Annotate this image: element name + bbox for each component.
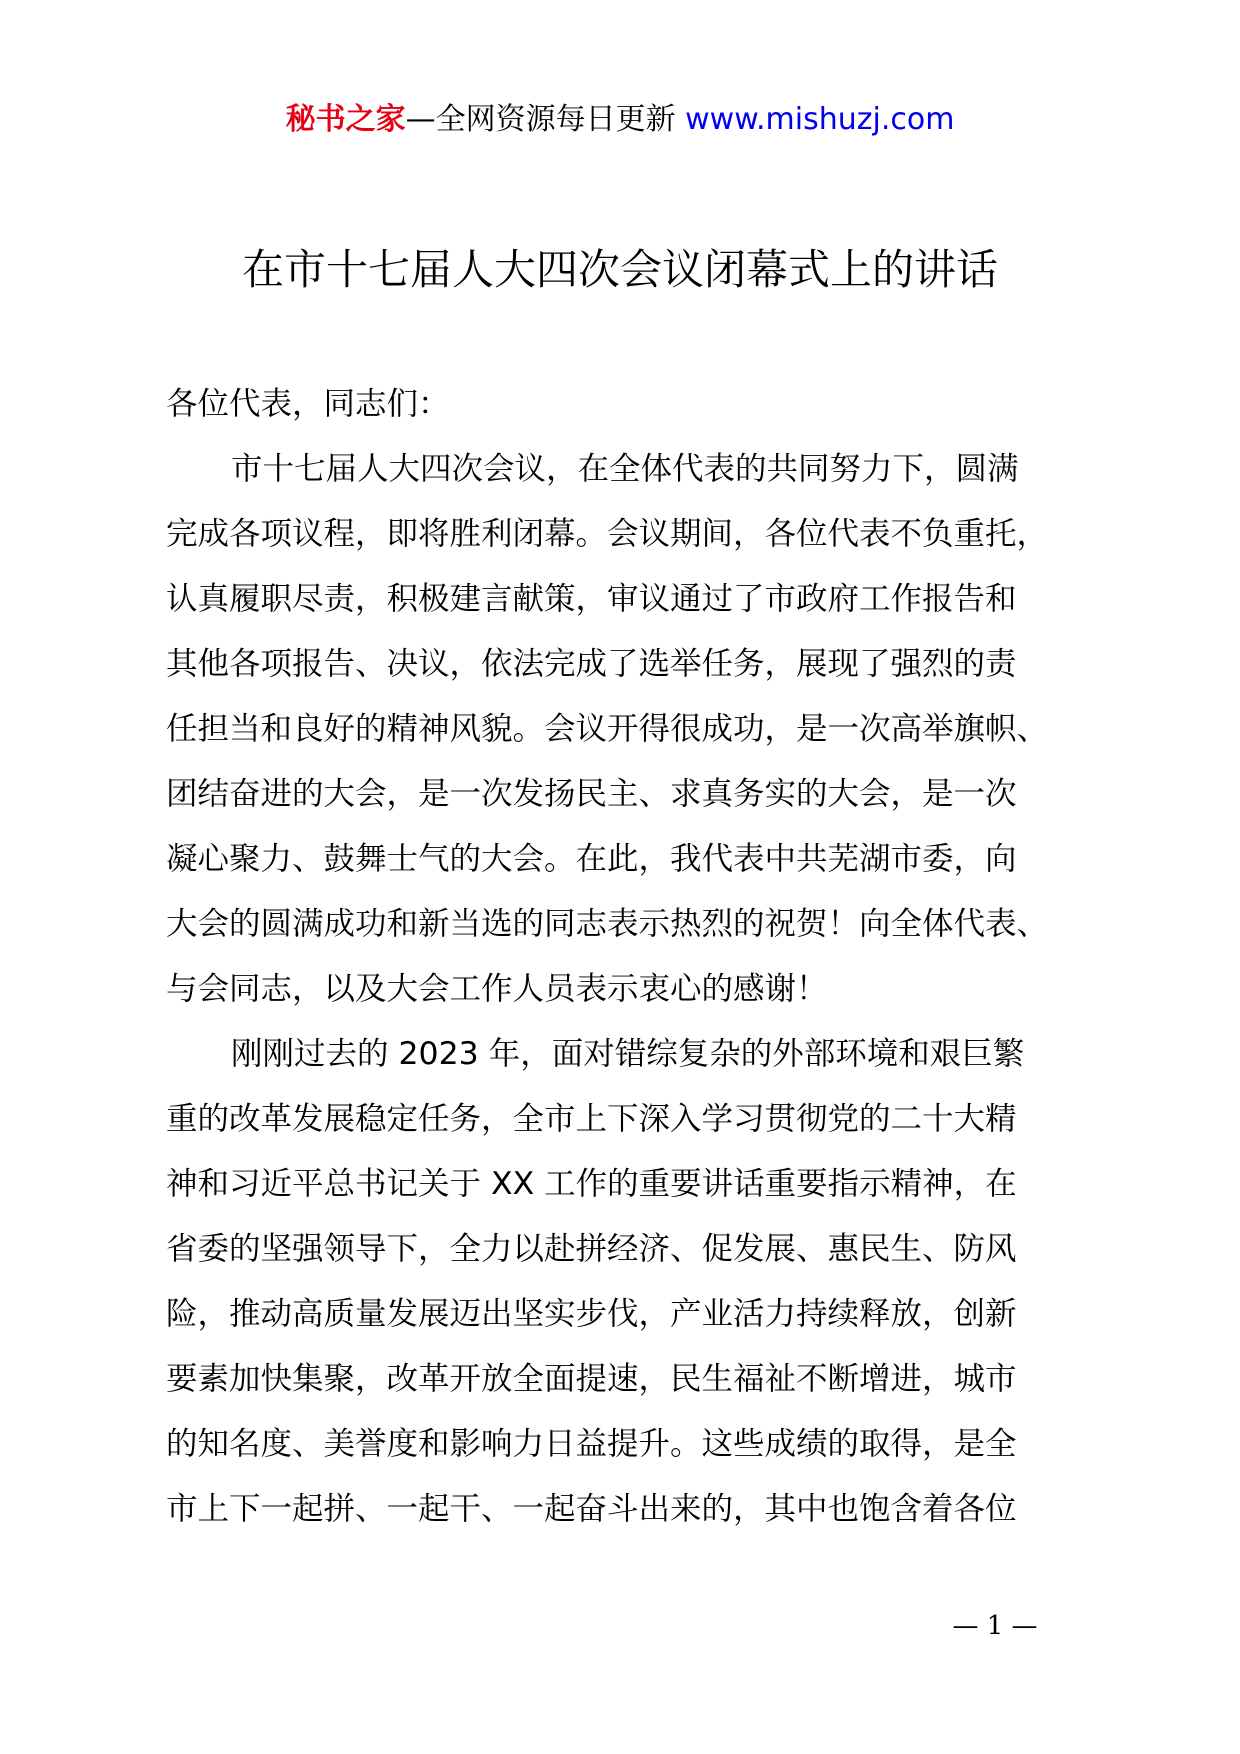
paragraph-line: 认真履职尽责，积极建言献策，审议通过了市政府工作报告和 [166, 581, 1017, 617]
page-number: — 1 — [952, 1611, 1038, 1641]
paragraph-line: 的知名度、美誉度和影响力日益提升。这些成绩的取得，是全 [166, 1426, 1017, 1462]
salutation-line: 各位代表，同志们： [166, 386, 450, 422]
paragraph-line: 神和习近平总书记关于 XX 工作的重要讲话重要指示精神，在 [166, 1166, 1017, 1202]
paragraph-line: 大会的圆满成功和新当选的同志表示热烈的祝贺！向全体代表、 [166, 906, 1049, 942]
site-header [0, 100, 1240, 140]
paragraph-line: 险，推动高质量发展迈出坚实步伐，产业活力持续释放，创新 [166, 1296, 1017, 1332]
paragraph-line: 凝心聚力、鼓舞士气的大会。在此，我代表中共芜湖市委，向 [166, 841, 1017, 877]
paragraph-line: 与会同志，以及大会工作人员表示衷心的感谢！ [166, 971, 828, 1007]
document-title: 在市十七届人大四次会议闭幕式上的讲话 [241, 245, 998, 294]
document-body [166, 372, 1121, 1542]
paragraph-line: 要素加快集聚，改革开放全面提速，民生福祉不断增进，城市 [166, 1361, 1017, 1397]
site-url-link[interactable]: www.mishuzj.com [685, 102, 955, 137]
brand-name: 秘书之家 [285, 102, 406, 137]
header-tagline: —全网资源每日更新 [405, 102, 676, 137]
paragraph-line: 团结奋进的大会，是一次发扬民主、求真务实的大会，是一次 [166, 776, 1017, 812]
paragraph-line: 省委的坚强领导下，全力以赴拼经济、促发展、惠民生、防风 [166, 1231, 1017, 1267]
paragraph-line: 任担当和良好的精神风貌。会议开得很成功，是一次高举旗帜、 [166, 711, 1049, 747]
paragraph-line: 完成各项议程，即将胜利闭幕。会议期间，各位代表不负重托， [166, 516, 1049, 552]
paragraph-line: 其他各项报告、决议，依法完成了选举任务，展现了强烈的责 [166, 646, 1017, 682]
paragraph-line: 市十七届人大四次会议，在全体代表的共同努力下，圆满 [231, 451, 1019, 487]
paragraph-line: 刚刚过去的 2023 年，面对错综复杂的外部环境和艰巨繁 [231, 1036, 1025, 1072]
paragraph-line: 市上下一起拼、一起干、一起奋斗出来的，其中也饱含着各位 [166, 1491, 1017, 1527]
paragraph-line: 重的改革发展稳定任务，全市上下深入学习贯彻党的二十大精 [166, 1101, 1017, 1137]
